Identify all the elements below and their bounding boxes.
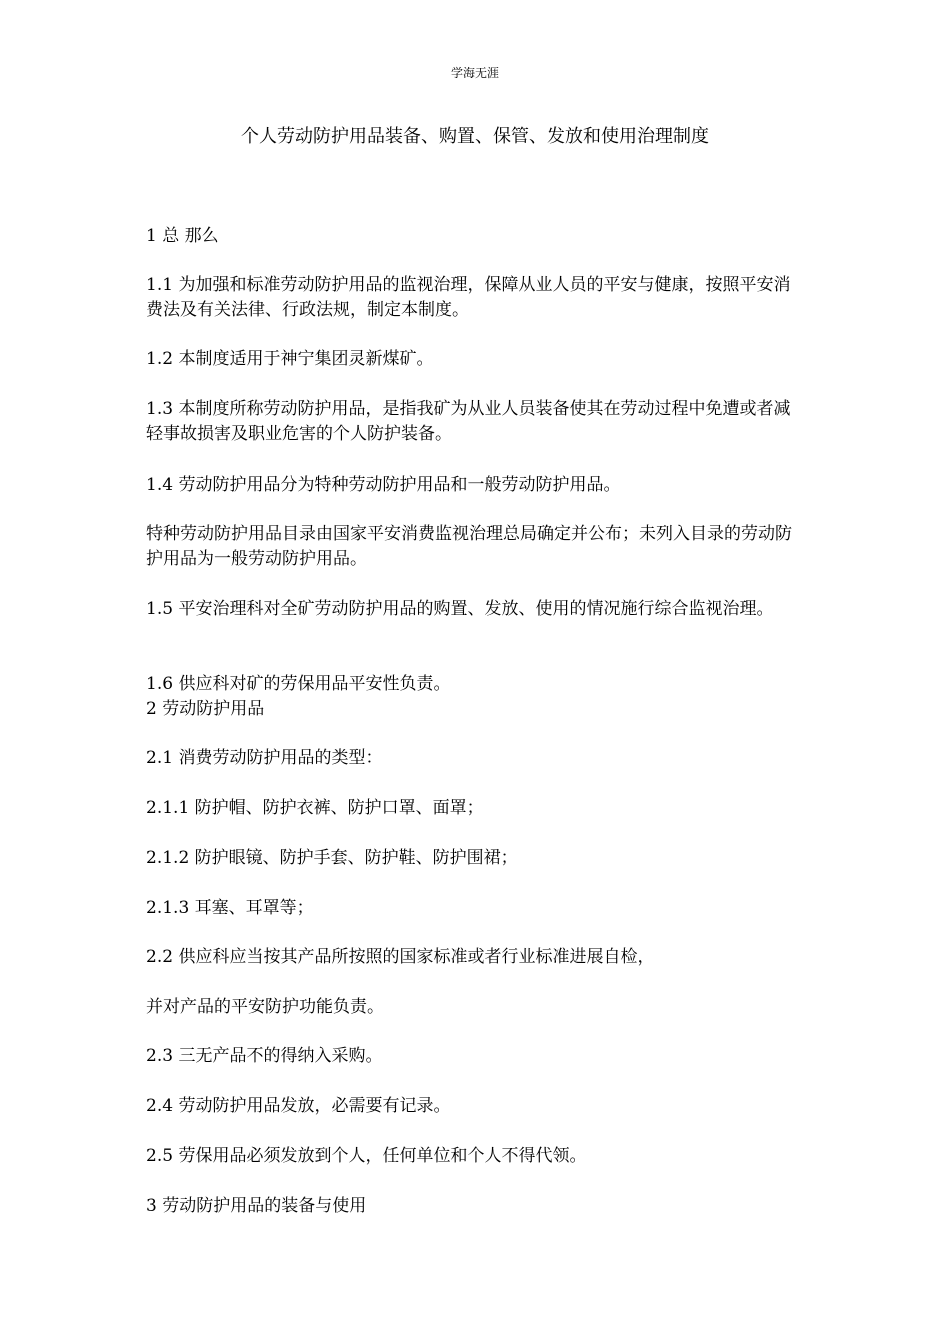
paragraph-2-2-cont: 并对产品的平安防护功能负责。 — [146, 997, 384, 1017]
paragraph-1-4-note: 特种劳动防护用品目录由国家平安消费监视治理总局确定并公布；未列入目录的劳动防护用品为一般劳动防护用品。 — [146, 524, 792, 569]
paragraph-2-1-1: 2.1.1 防护帽、防护衣裤、防护口罩、面罩； — [146, 798, 484, 818]
paragraph-2-5: 2.5 劳保用品必须发放到个人，任何单位和个人不得代领。 — [146, 1146, 587, 1166]
paragraph-1-5: 1.5 平安治理科对全矿劳动防护用品的购置、发放、使用的情况施行综合监视治理。 — [146, 599, 774, 619]
paragraph-2-1-3: 2.1.3 耳塞、耳罩等； — [146, 898, 314, 918]
section-heading-3: 3 劳动防护用品的装备与使用 — [146, 1196, 367, 1216]
paragraph-1-4: 1.4 劳动防护用品分为特种劳动防护用品和一般劳动防护用品。 — [146, 475, 621, 495]
document-title: 个人劳动防护用品装备、购置、保管、发放和使用治理制度 — [241, 126, 709, 147]
paragraph-1-6: 1.6 供应科对矿的劳保用品平安性负责。 — [146, 674, 451, 694]
paragraph-1-2: 1.2 本制度适用于神宁集团灵新煤矿。 — [146, 349, 434, 369]
section-heading-2: 2 劳动防护用品 — [146, 699, 265, 719]
paragraph-1-1: 1.1 为加强和标准劳动防护用品的监视治理，保障从业人员的平安与健康，按照平安消费法及有关法律、行政法规，制定本制度。 — [146, 275, 791, 320]
page-header: 学海无涯 — [450, 66, 499, 80]
paragraph-1-3: 1.3 本制度所称劳动防护用品，是指我矿为从业人员装备使其在劳动过程中免遭或者减轻事故损害及职业危害的个人防护装备。 — [146, 399, 791, 444]
section-heading-1: 1 总 那么 — [146, 226, 219, 246]
paragraph-2-2: 2.2 供应科应当按其产品所按照的国家标准或者行业标准进展自检， — [146, 947, 655, 967]
paragraph-2-4: 2.4 劳动防护用品发放，必需要有记录。 — [146, 1096, 451, 1116]
paragraph-2-1: 2.1 消费劳动防护用品的类型： — [146, 748, 383, 768]
paragraph-2-1-2: 2.1.2 防护眼镜、防护手套、防护鞋、防护围裙； — [146, 848, 518, 868]
paragraph-2-3: 2.3 三无产品不的得纳入采购。 — [146, 1046, 383, 1066]
